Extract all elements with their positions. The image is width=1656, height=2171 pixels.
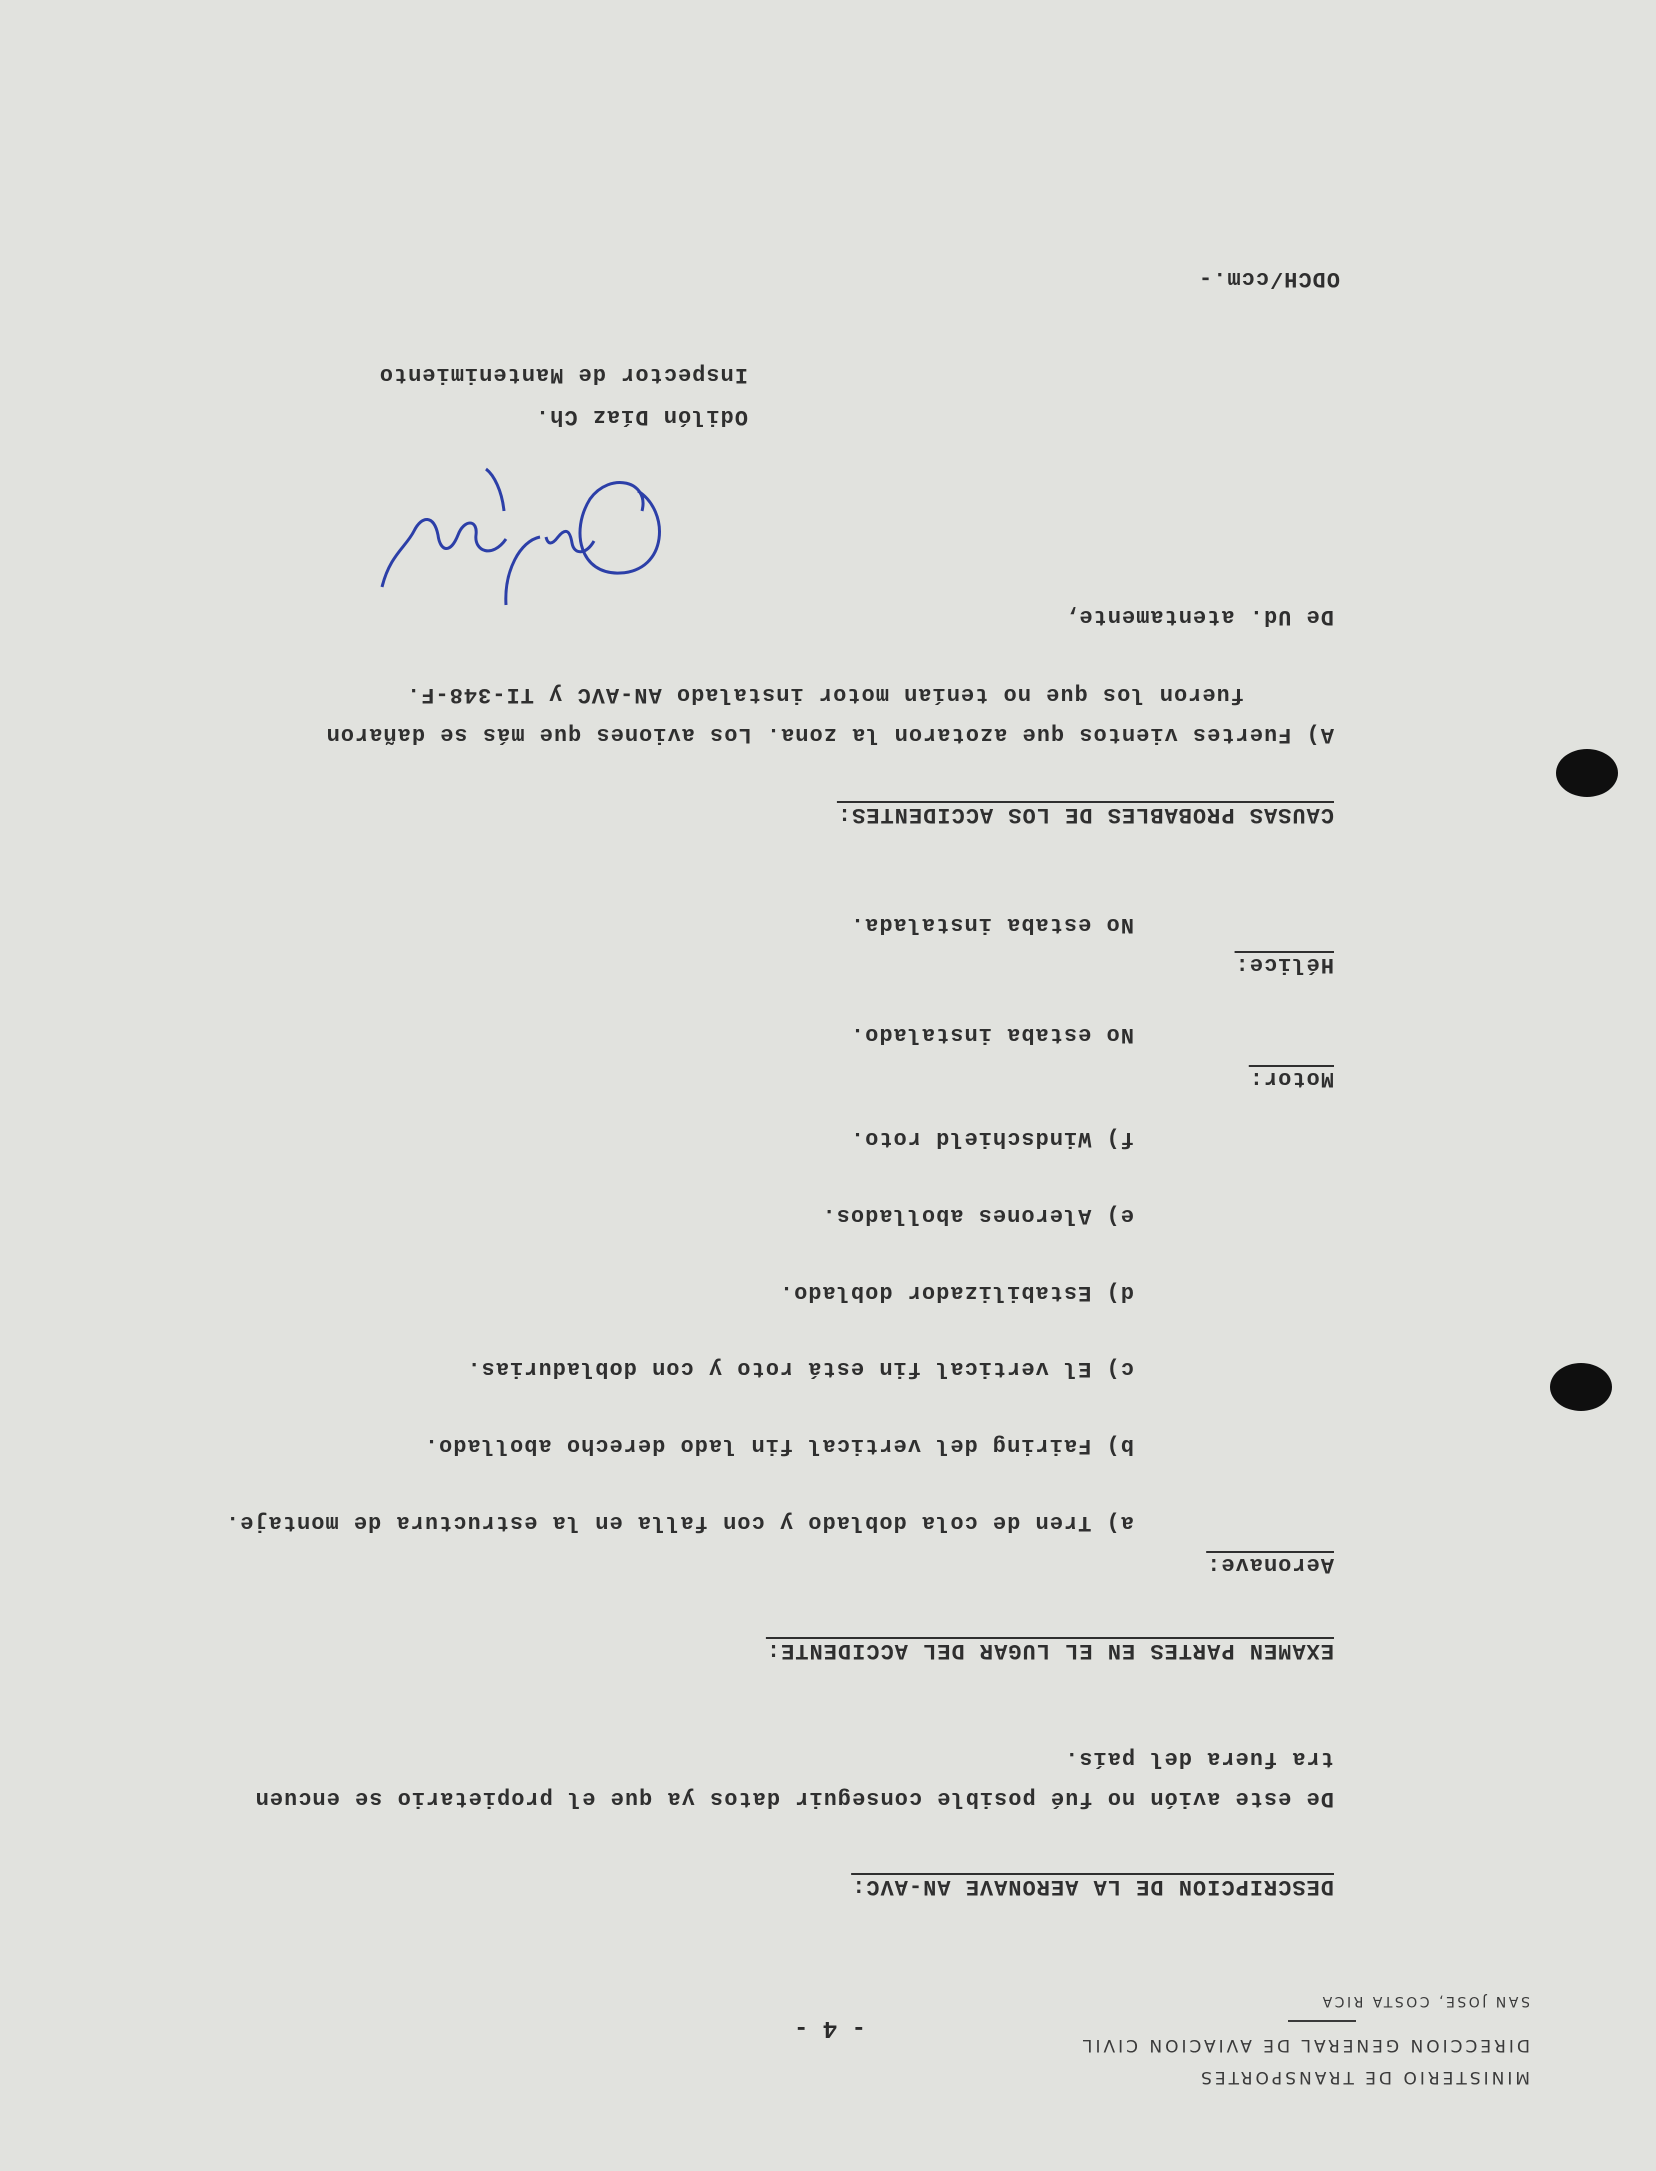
aeronave-label: Aeronave: bbox=[1206, 1552, 1334, 1577]
signer-name: Odilón Díaz Ch. bbox=[534, 404, 748, 429]
handwritten-signature bbox=[370, 411, 690, 611]
helice-label: Hélice: bbox=[1234, 952, 1334, 977]
motor-label: Motor: bbox=[1248, 1066, 1334, 1091]
examen-item-d: d) Estabilizador doblado. bbox=[778, 1280, 1134, 1305]
ministry-name: MINISTERIO DE TRANSPORTES bbox=[1198, 2067, 1530, 2087]
descripcion-line-2: tra fuera del país. bbox=[1064, 1746, 1334, 1771]
letterhead-city: SAN JOSE, COSTA RICA bbox=[1320, 1993, 1530, 2010]
page-number: - 4 - bbox=[793, 2014, 866, 2041]
examen-item-f: f) Windschield roto. bbox=[849, 1126, 1134, 1151]
causas-heading: CAUSAS PROBABLES DE LOS ACCIDENTES: bbox=[836, 802, 1334, 827]
letterhead bbox=[1080, 1988, 1530, 2093]
helice-text: No estaba instalada. bbox=[849, 912, 1134, 937]
examen-item-c: c) El vertical fin está roto y con dobladurias. bbox=[466, 1356, 1134, 1381]
direction-name: DIRECCION GENERAL DE AVIACION CIVIL bbox=[1079, 2034, 1530, 2055]
reference-initials: ODCH/ccm.- bbox=[1197, 266, 1340, 291]
closing: De Ud. atentamente, bbox=[1064, 604, 1334, 629]
letterhead-rule bbox=[1288, 2020, 1356, 2022]
motor-text: No estaba instalado. bbox=[849, 1022, 1134, 1047]
signer-title: Inspector de Mantenimiento bbox=[378, 362, 748, 387]
examen-heading: EXAMEN PARTES EN EL LUGAR DEL ACCIDENTE: bbox=[765, 1638, 1334, 1663]
descripcion-line-1: De este avión no fué posible conseguir datos ya que el propietario se encuen bbox=[254, 1786, 1334, 1811]
punch-hole bbox=[1550, 1363, 1612, 1411]
punch-hole bbox=[1556, 749, 1618, 797]
descripcion-heading: DESCRIPCION DE LA AERONAVE AN-AVC: bbox=[851, 1874, 1334, 1899]
examen-item-b: b) Fairing del vertical fin lado derecho abollado. bbox=[423, 1433, 1134, 1458]
examen-item-e: e) Alerones abollados. bbox=[821, 1203, 1134, 1228]
causas-line-1: A) Fuertes vientos que azotaron la zona. Los aviones que más se dañaron bbox=[325, 722, 1334, 747]
causas-line-2: fueron los que no tenían motor instalado AN-AVC y TI-348-F. bbox=[406, 682, 1244, 707]
examen-item-a: a) Tren de cola doblado y con falla en la estructura de montaje. bbox=[225, 1510, 1134, 1535]
